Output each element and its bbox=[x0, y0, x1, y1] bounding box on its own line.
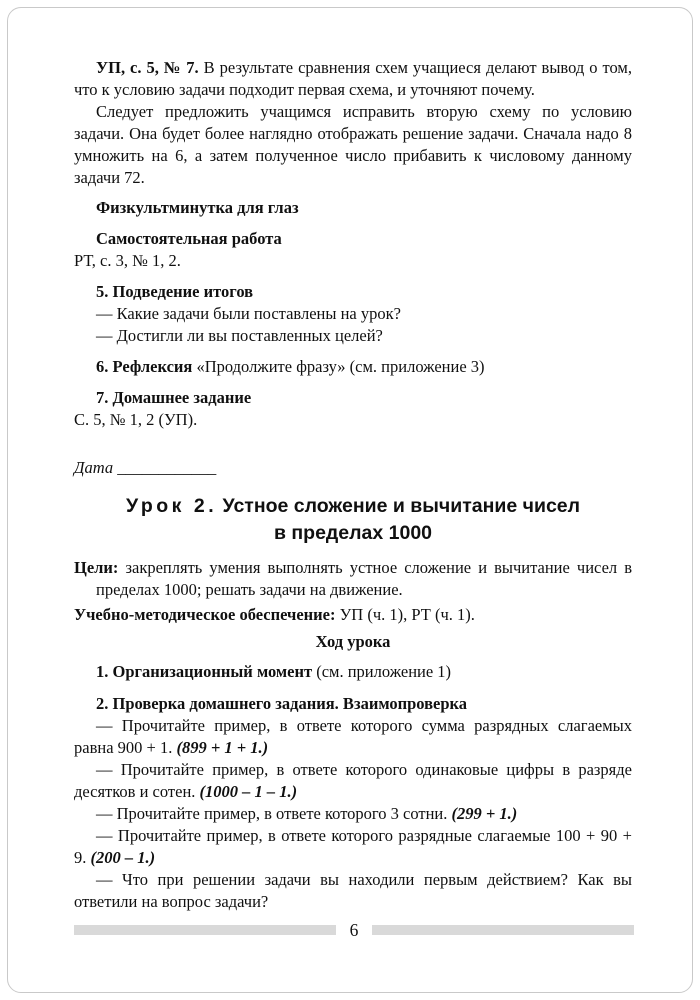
text-run: Самостоятельная работа bbox=[96, 229, 282, 248]
paragraph-up-task bbox=[74, 57, 632, 101]
task-sum-of-place-values bbox=[74, 715, 632, 759]
center-heading-lesson-course bbox=[74, 631, 632, 653]
text-run: 5. Подведение итогов bbox=[96, 282, 254, 301]
text-run: УП, с. 5, № 7. bbox=[96, 58, 199, 77]
text-run: — Прочитайте пример, в ответе которого одинаковые цифры в разряде десятков и сотен. bbox=[74, 760, 632, 801]
text-run: закреплять умения выполнять устное сложение и вычитание чисел в пределах 1000; решать задачи на движение. bbox=[96, 558, 632, 599]
section-7-homework bbox=[74, 387, 632, 409]
task-first-action-question bbox=[74, 869, 632, 913]
footer-rule-left bbox=[74, 925, 336, 935]
section-2-homework-check bbox=[74, 693, 632, 715]
text-run: — Какие задачи были поставлены на урок? bbox=[96, 304, 401, 323]
text-run: — Прочитайте пример, в ответе которого разрядные слагаемые 100 + 90 + 9. bbox=[74, 826, 632, 867]
text-run: в пределах 1000 bbox=[273, 522, 433, 544]
question-goals-achieved bbox=[74, 325, 632, 347]
text-run: 7. Домашнее задание bbox=[96, 388, 252, 407]
text-run: Дата bbox=[74, 458, 114, 477]
text-run: (см. приложение 1) bbox=[312, 662, 452, 681]
section-5-summary bbox=[74, 281, 632, 303]
paragraph-second-scheme bbox=[74, 101, 632, 189]
line-homework-reference bbox=[74, 409, 632, 431]
text-run: Цели: bbox=[74, 558, 119, 577]
question-tasks-set bbox=[74, 303, 632, 325]
section-1-org-moment bbox=[74, 661, 632, 683]
text-run: (299 + 1.) bbox=[451, 804, 518, 823]
text-run: (899 + 1 + 1.) bbox=[176, 738, 269, 757]
text-run: РТ, с. 3, № 1, 2. bbox=[74, 251, 181, 270]
task-place-value-sum bbox=[74, 825, 632, 869]
text-run: УП (ч. 1), РТ (ч. 1). bbox=[335, 605, 475, 624]
page-footer bbox=[74, 918, 634, 942]
section-physminutka bbox=[74, 197, 632, 219]
text-run: (1000 – 1 – 1.) bbox=[199, 782, 298, 801]
text-run: «Продолжите фразу» (см. приложение 3) bbox=[192, 357, 485, 376]
text-run: (200 – 1.) bbox=[90, 848, 156, 867]
text-run: ____________ bbox=[113, 458, 217, 477]
lesson-title-line-1 bbox=[74, 493, 632, 520]
section-independent-work bbox=[74, 228, 632, 250]
text-run: 6. Рефлексия bbox=[96, 357, 193, 376]
footer-rule-right bbox=[372, 925, 634, 935]
task-three-hundreds bbox=[74, 803, 632, 825]
paragraph-goals bbox=[74, 557, 632, 601]
date-line bbox=[74, 457, 632, 479]
text-run: Следует предложить учащимся исправить вторую схему по условию задачи. Она будет более наглядно отображать решение задачи. Сначала надо 8 умножить на 6, а затем полученное число прибавить к числовому данному задачи 72. bbox=[74, 102, 632, 187]
text-run: Учебно-методическое обеспечение: bbox=[74, 605, 336, 624]
text-run: — Что при решении задачи вы находили первым действием? Как вы ответили на вопрос задачи? bbox=[74, 870, 632, 911]
text-run: — Достигли ли вы поставленных целей? bbox=[96, 326, 383, 345]
line-rt-reference bbox=[74, 250, 632, 272]
text-run: Ход урока bbox=[315, 632, 391, 651]
page-number: 6 bbox=[349, 920, 359, 940]
text-run: — Прочитайте пример, в ответе которого 3 сотни. bbox=[96, 804, 452, 823]
page-content bbox=[74, 57, 632, 913]
text-run: Физкультминутка для глаз bbox=[96, 198, 299, 217]
text-run: 1. Организационный момент bbox=[96, 662, 313, 681]
text-run: 2. Проверка домашнего задания. Взаимопроверка bbox=[96, 694, 468, 713]
lesson-title-line-2 bbox=[74, 520, 632, 547]
text-run: В результате сравнения схем учащиеся делают вывод о том, что к условию задачи подходит первая схема, и уточняют почему. bbox=[74, 58, 632, 99]
text-run: Урок 2. bbox=[125, 495, 218, 517]
section-6-reflection bbox=[74, 356, 632, 378]
paragraph-materials bbox=[74, 604, 632, 626]
task-same-digits bbox=[74, 759, 632, 803]
text-run: Устное сложение и вычитание чисел bbox=[217, 495, 581, 517]
text-run: — Прочитайте пример, в ответе которого сумма разрядных слагаемых равна 900 + 1. bbox=[74, 716, 632, 757]
text-run: С. 5, № 1, 2 (УП). bbox=[74, 410, 198, 429]
